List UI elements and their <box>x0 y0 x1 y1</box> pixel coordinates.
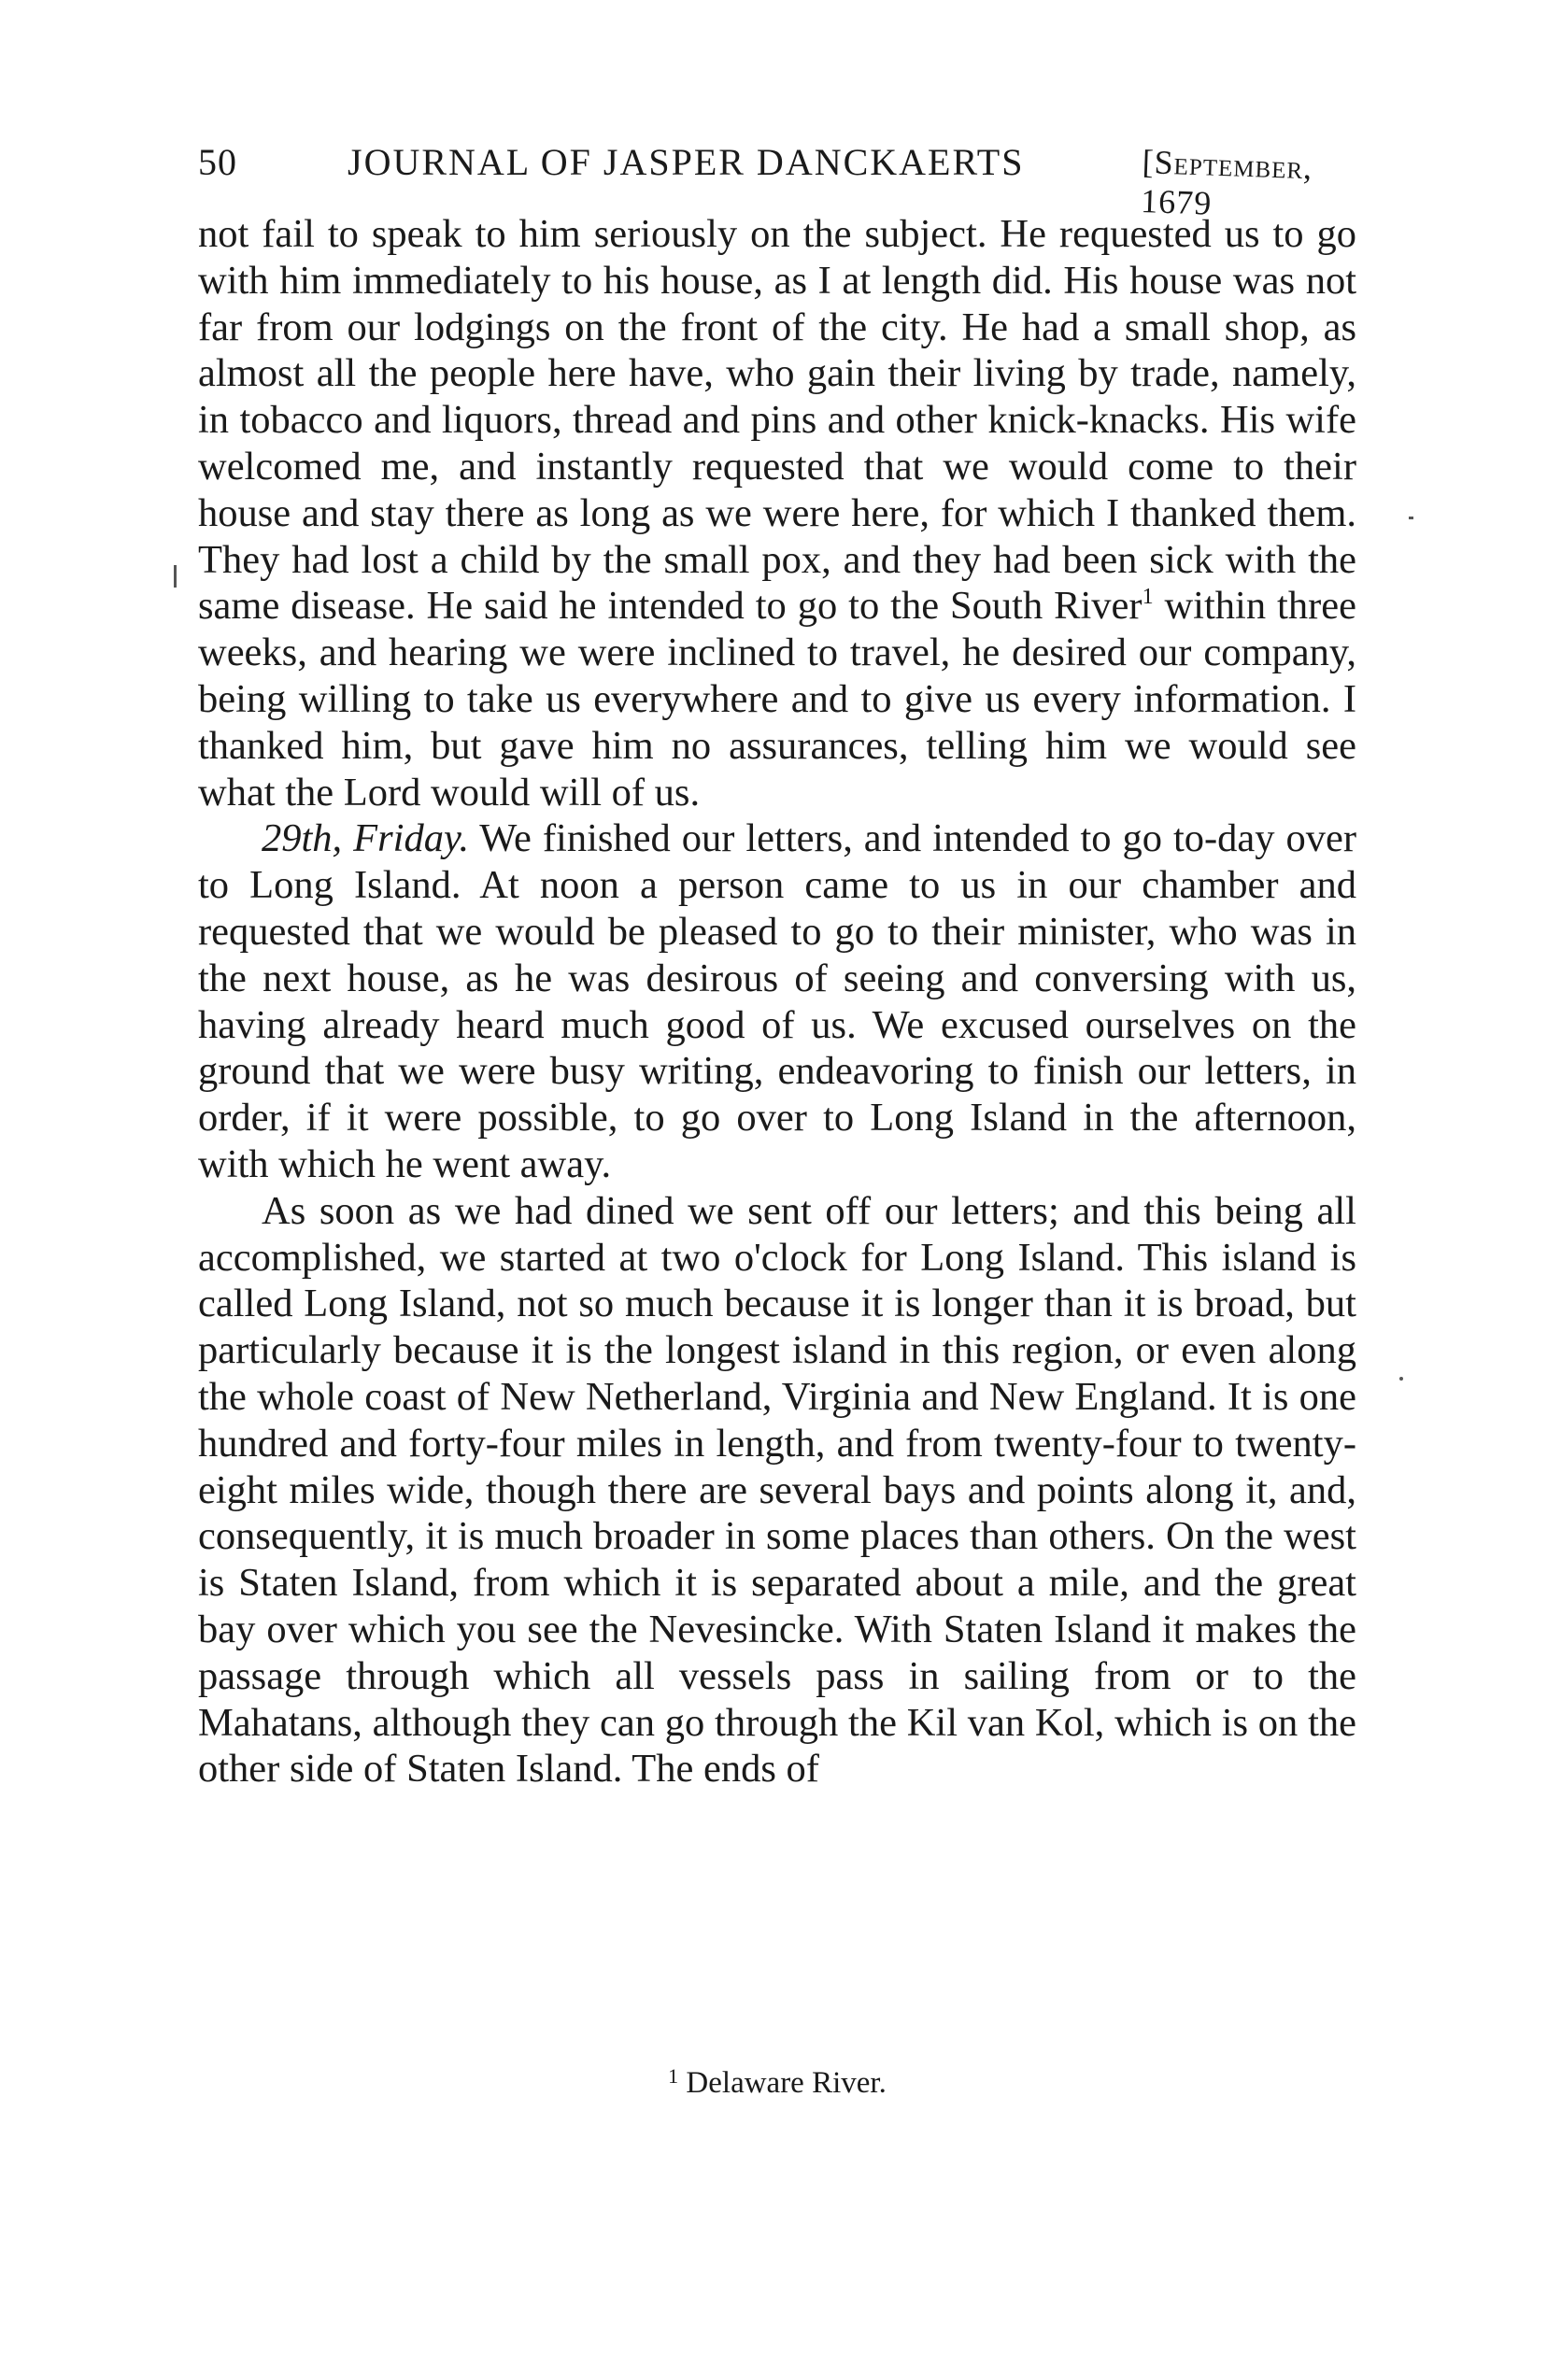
body-text <box>198 211 1356 1792</box>
margin-mark <box>174 565 177 588</box>
paragraph-visit <box>198 211 1356 815</box>
running-head <box>198 140 1366 222</box>
footnote-text: Delaware River. <box>678 2066 887 2100</box>
paragraph-friday <box>198 815 1356 1187</box>
paragraph-text-continued: within three weeks, and hearing we were inclined to travel, he desired our company, being willing to take us everywhere and to give us every information. I thanked him, but gave him no assurances, telling him we would see what the Lord would will of us. <box>198 584 1356 815</box>
journal-title: JOURNAL OF JASPER DANCKAERTS <box>348 141 1025 183</box>
running-date: [September, 1679 <box>1140 143 1313 222</box>
diary-date: 29th, Friday. <box>262 816 470 861</box>
paragraph-text: We finished our letters, and intended to go to-day over to Long Island. At noon a person came to us in our chamber and requested that we would be pleased to go to their minister, who was in the next house, as he was desirous of seeing and conversing with us, having already heard much good of us. We excused ourselves on the ground that we were busy writing, endeavoring to finish our letters, in order, if it were possible, to go over to Long Island in the afternoon, with which he went away. <box>198 816 1356 1186</box>
paragraph-text: As soon as we had dined we sent off our letters; and this being all accomplished, we started at two o'clock for Long Island. This island is called Long Island, not so much because it is longer than it is broad, but particularly because it is the longest island in this region, or even along the whole coast of New Netherland, Virginia and New England. It is one hundred and forty-four miles in length, and from twenty-four to twenty-eight miles wide, though there are several bays and points along it, and, consequently, it is much broader in some places than others. On the west is Staten Island, from which it is separated about a mile, and the great bay over which you see the Nevesincke. With Staten Island it makes the passage through which all vessels pass in sailing from or to the Mahatans, although they can go through the Kil van Kol, which is on the other side of Staten Island. The ends of <box>198 1188 1356 1792</box>
footnote-marker: 1 <box>668 2064 679 2088</box>
margin-dot <box>1399 1377 1403 1381</box>
footnote-reference: 1 <box>1142 585 1154 610</box>
paragraph-text: not fail to speak to him seriously on the subject. He requested us to go with him immediately to his house, as I at length did. His house was not far from our lodgings on the front of the city. He had a small shop, as almost all the people here have, who gain their living by trade, namely, in tobacco and liquors, thread and pins and other knick-knacks. His wife welcomed me, and instantly requested that we would come to their house and stay there as long as we were here, for which I thanked them. They had lost a child by the small pox, and they had been sick with the same disease. He said he intended to go to the South River <box>198 212 1356 629</box>
margin-dot <box>1409 517 1413 519</box>
paragraph-long-island <box>198 1188 1356 1792</box>
page-number: 50 <box>198 141 237 183</box>
footnote <box>198 2066 1356 2101</box>
